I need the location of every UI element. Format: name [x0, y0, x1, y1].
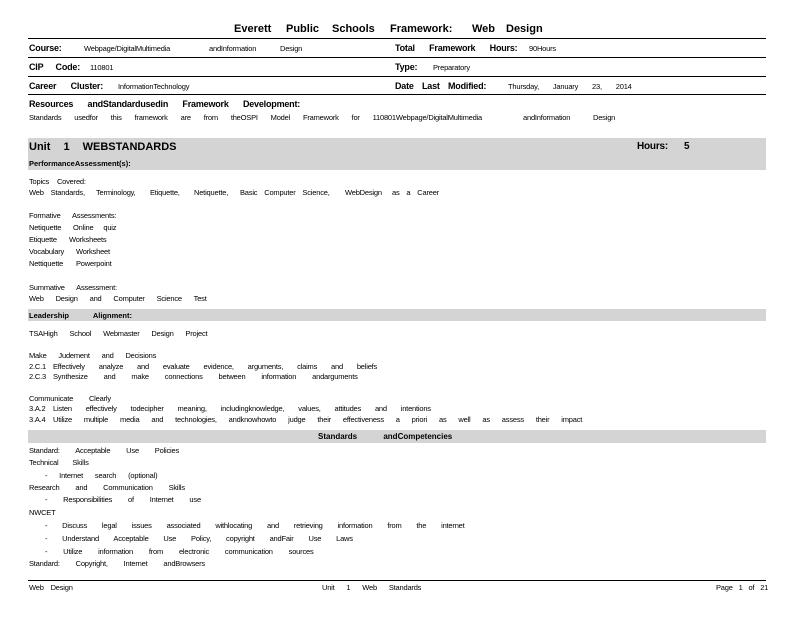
formative-row-value: Worksheet — [76, 247, 110, 256]
unit-title: Unit 1 WEBSTANDARDS — [29, 141, 177, 153]
title-word: Web — [472, 23, 496, 35]
formative-row-name: Nettiquette — [29, 259, 64, 268]
cluster-label: Career Cluster: — [29, 81, 104, 91]
standard-code: 3.A.4 — [29, 415, 46, 424]
summative-value: Web Design and Computer Science Test — [29, 294, 207, 303]
communicate-label: Communicate Clearly — [29, 394, 111, 403]
standard-code: 2.C.3 — [29, 372, 46, 381]
standard-text: Synthesize and make connections between information andarguments — [53, 372, 358, 381]
formative-label: Formative Assessments: — [29, 211, 117, 220]
nwcet-label: NWCET — [29, 508, 56, 517]
title-word: Framework: — [390, 23, 453, 35]
title-word: Design — [506, 23, 543, 35]
modified-label: Date Last Modified: — [395, 81, 487, 91]
resources-line-end-2: Design — [593, 113, 616, 122]
responsibilities: - Responsibilities of Internet use — [45, 495, 201, 504]
title-word: Schools — [332, 23, 375, 35]
course-label: Course: — [29, 43, 62, 53]
resources-line: Standards usedfor this framework are from theOSPI Model Framework for 110801Webpage/DigitalMultimedia — [29, 113, 483, 122]
standard-code: 3.A.2 — [29, 404, 46, 413]
resources-line-end-1: andInformation — [523, 113, 571, 122]
total-hours-value: 90Hours — [529, 44, 556, 53]
resources-heading: Resources andStandardusedin Framework Development: — [29, 99, 301, 109]
title-word: Public — [286, 23, 320, 35]
make-decisions-label: Make Judement and Decisions — [29, 351, 157, 360]
formative-row-value: Online quiz — [73, 223, 117, 232]
formative-row-name: Etiquette — [29, 235, 57, 244]
type-label: Type: — [395, 62, 418, 72]
summative-label: Summative Assessment: — [29, 283, 117, 292]
modified-value: Thursday, January 23, 2014 — [508, 82, 632, 91]
topic-item: as a Career — [392, 188, 439, 197]
type-value: Preparatory — [433, 63, 470, 72]
topic-item: Netiquette, — [194, 188, 229, 197]
course-value: Webpage/DigitalMultimedia — [84, 44, 171, 53]
course-value-3: Design — [280, 44, 303, 53]
nwcet-bullet: - Discuss legal issues associated withlocating and retrieving information from the internet — [45, 521, 465, 530]
unit-hours-label: Hours: — [637, 141, 669, 152]
nwcet-bullet: - Utilize information from electronic communication sources — [45, 547, 314, 556]
tsa-project: TSAHigh School Webmaster Design Project — [29, 329, 208, 338]
course-value-2: andInformation — [209, 44, 257, 53]
topic-item: Terminology, — [96, 188, 136, 197]
standards-heading: Standards andCompetencies — [318, 432, 453, 441]
total-hours-label: Total Framework Hours: — [395, 43, 518, 53]
standard-copyright: Standard: Copyright, Internet andBrowsers — [29, 559, 205, 568]
technical-skills: Technical Skills — [29, 458, 89, 467]
topic-item: Web Standards, — [29, 188, 85, 197]
standard-text: Utilize multiple media and technologies, andknowhowto judge their effectiveness a priori as well as assess their impact — [53, 415, 583, 424]
standard-aup: Standard: Acceptable Use Policies — [29, 446, 180, 455]
research-skills: Research and Communication Skills — [29, 483, 185, 492]
topic-item: Basic Computer Science, — [240, 188, 330, 197]
unit-hours-value: 5 — [684, 141, 690, 152]
footer-center: Unit 1 Web Standards — [322, 583, 422, 592]
page-title — [234, 23, 543, 35]
cip-label: CIP Code: — [29, 62, 81, 72]
topics-list — [29, 188, 439, 197]
footer-left: Web Design — [29, 583, 73, 592]
standard-code: 2.C.1 — [29, 362, 46, 371]
topic-item: Etiquette, — [150, 188, 180, 197]
title-word: Everett — [234, 23, 272, 35]
topics-label: Topics Covered: — [29, 177, 86, 186]
formative-row-name: Vocabulary — [29, 247, 65, 256]
nwcet-bullet: - Understand Acceptable Use Policy, copyright andFair Use Laws — [45, 534, 353, 543]
cip-value: 110801 — [90, 63, 114, 72]
leadership-band — [28, 309, 766, 321]
footer-page-number: Page 1 of 21 — [716, 583, 769, 592]
standard-text: Listen effectively todecipher meaning, includingknowledge, values, attitudes and intentions — [53, 404, 431, 413]
cluster-value: InformationTechnology — [118, 82, 190, 91]
formative-row-name: Netiquette — [29, 223, 62, 232]
formative-row-value: Powerpoint — [76, 259, 112, 268]
topic-item: WebDesign — [345, 188, 382, 197]
standard-text: Effectively analyze and evaluate evidence, arguments, claims and beliefs — [53, 362, 378, 371]
formative-row-value: Worksheets — [69, 235, 107, 244]
performance-assessment-label: PerformanceAssessment(s): — [29, 159, 131, 168]
leadership-heading: Leadership Alignment: — [29, 311, 132, 320]
internet-search: - Internet search (optional) — [45, 471, 158, 480]
